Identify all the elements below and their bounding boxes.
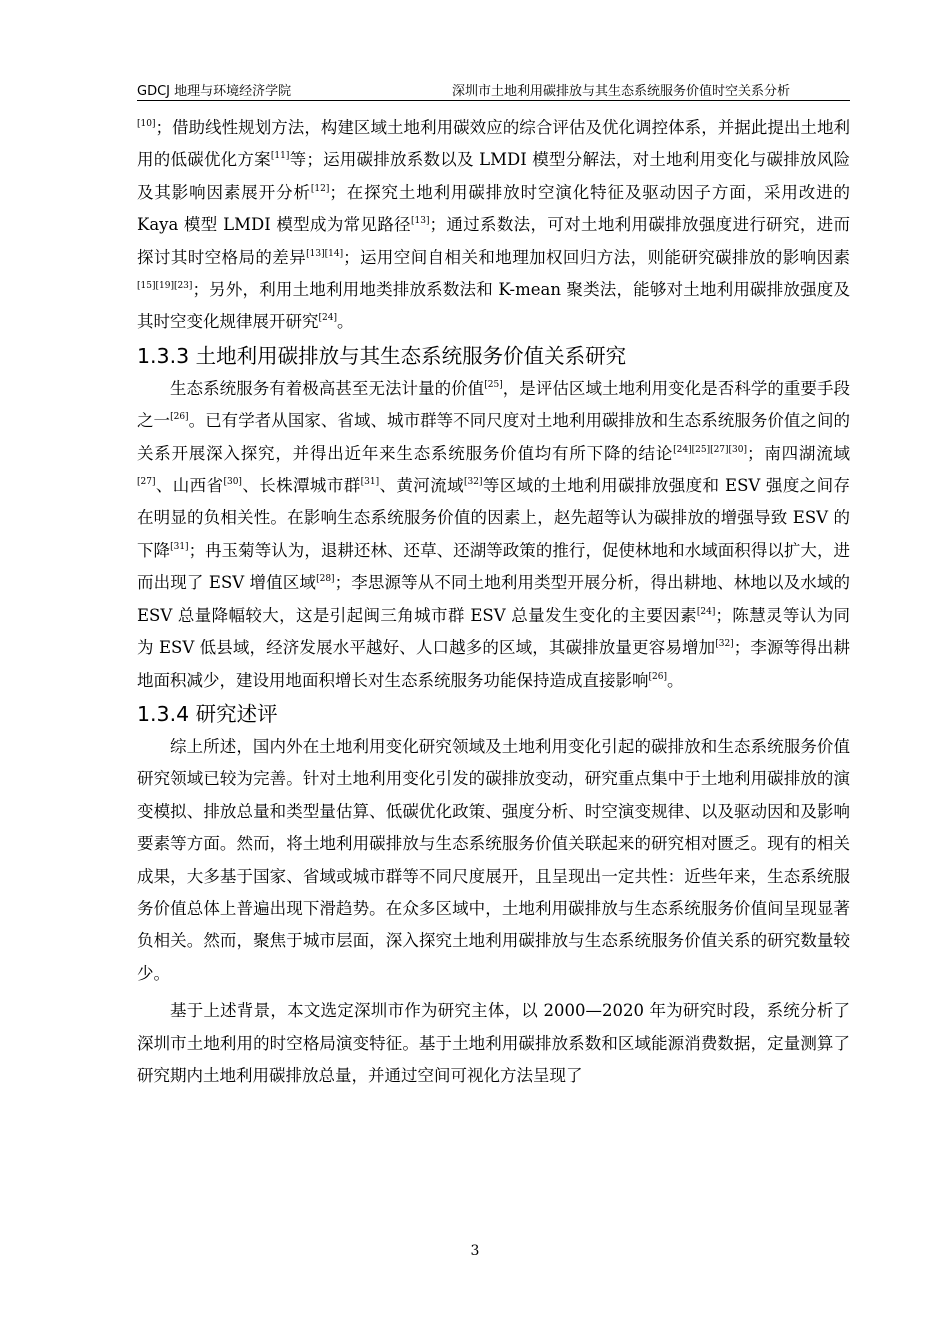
citation: [31]: [170, 541, 189, 552]
text-run: ，是评估区域土地利用变化是否科学的重要手段之一: [137, 378, 851, 431]
citation: [13][14]: [306, 248, 344, 259]
citation: [11]: [270, 151, 290, 162]
page-number: 3: [470, 1243, 480, 1259]
text-run: ；陈慧灵等认为同为 ESV 低县域，经济发展水平越好、人口越多的区域，其碳排放量更容易增加: [137, 605, 850, 658]
text-run: 。已有学者从国家、省域、城市群等不同尺度对土地利用碳排放和生态系统服务价值之间的关系开展深入探究，并得出近年来生态系统服务价值均有所下降的结论: [137, 411, 851, 463]
text-run: 等区域的土地利用碳排放强度和 ESV 强度之间存在明显的负相关性。在影响生态系统服务价值的因素上，赵先超等认为碳排放的增强导致 ESV 的下降: [137, 476, 851, 560]
text-run: 、黄河流域: [379, 476, 464, 496]
citation: [25]: [484, 379, 503, 390]
text-run: 。: [666, 670, 684, 690]
text-run: 生态系统服务有着极高甚至无法计量的价值: [170, 378, 485, 398]
citation: [26]: [648, 671, 667, 682]
section-heading-1-3-4: 1.3.4 研究述评: [137, 701, 278, 726]
citation: [15][19][23]: [137, 281, 193, 292]
citation: [30]: [223, 477, 242, 488]
citation: [24][25][27][30]: [673, 444, 748, 455]
paragraph-4: 基于上述背景，本文选定深圳市作为研究主体，以 2000—2020 年为研究时段，系统分析了深圳市土地利用的时空格局演变特征。基于土地利用碳排放系数和区域能源消费数据，定量测算了研究期内土地利用碳排放总量，并通过空间可视化方法呈现了: [137, 1001, 850, 1085]
citation: [13]: [411, 216, 430, 227]
text-run: ；通过系数法，可对土地利用碳排放强度进行研究，进而探讨其时空格局的差异: [137, 215, 851, 267]
citation: [10]: [137, 119, 156, 129]
text-run: ；另外，利用土地利用地类排放系数法和 K-mean 聚类法，能够对土地利用碳排放强度及其时空变化规律展开研究: [137, 280, 850, 332]
text-run: 、山西省: [155, 476, 224, 496]
text-run: ；李源等得出耕地面积减少，建设用地面积增长对生态系统服务功能保持造成直接影响: [137, 638, 850, 690]
text-run: ；借助线性规划方法，构建区域土地利用碳效应的综合评估及优化调控体系，并据此提出土地利用的低碳优化方案: [137, 118, 850, 170]
header-school: GDCJ 地理与环境经济学院: [137, 84, 292, 99]
paragraph-1: [137, 112, 850, 339]
paragraph-3: 综上所述，国内外在土地利用变化研究领域及土地利用变化引起的碳排放和生态系统服务价值研究领域已较为完善。针对土地利用变化引发的碳排放变动，研究重点集中于土地利用碳排放的演变模拟、排放总量和类型量估算、低碳优化政策、强度分析、时空演变规律、以及驱动因和及影响要素等方面。然而，将土地利用碳排放与生态系统服务价值关联起来的研究相对匮乏。现有的相关成果，大多基于国家、省域或城市群等不同尺度展开，且呈现出一定共性：近些年来，生态系统服务价值总体上普遍出现下滑趋势。在众多区域中，土地利用碳排放与生态系统服务价值间呈现显著负相关。然而，聚焦于城市层面，深入探究土地利用碳排放与生态系统服务价值关系的研究数量较少。: [137, 736, 850, 983]
running-header: [137, 78, 850, 101]
citation: [12]: [310, 183, 330, 194]
text-run: ；在探究土地利用碳排放时空演化特征及驱动因子方面，采用改进的 Kaya 模型 LMDI 模型成为常见路径: [137, 182, 851, 235]
paragraph-2: [137, 373, 850, 697]
text-run: ；李思源等从不同土地利用类型开展分析，得出耕地、林地以及水域的 ESV 总量降幅较大，这是引起闽三角城市群 ESV 总量发生变化的主要因素: [137, 573, 851, 625]
citation: [26]: [170, 412, 189, 423]
citation: [24]: [696, 606, 716, 617]
section-heading-1-3-3: 1.3.3 土地利用碳排放与其生态系统服务价值关系研究: [137, 343, 627, 368]
text-run: ；南四湖流域: [747, 443, 851, 463]
text-run: 。: [336, 312, 354, 332]
citation: [24]: [318, 313, 337, 324]
header-title: 深圳市土地利用碳排放与其生态系统服务价值时空关系分析: [451, 84, 790, 99]
citation: [28]: [316, 574, 335, 585]
citation: [32]: [463, 477, 483, 488]
text-run: ；运用空间自相关和地理加权回归方法，则能研究碳排放的影响因素: [343, 247, 851, 267]
citation: [32]: [715, 639, 734, 650]
text-run: 、长株潭城市群: [241, 476, 361, 496]
text-run: ；冉玉菊等认为，退耕还林、还草、还湖等政策的推行，促使林地和水域面积得以扩大，进而出现了 ESV 增值区域: [137, 540, 851, 593]
page-body: [137, 112, 850, 1092]
citation: [27]: [137, 477, 156, 488]
citation: [31]: [360, 477, 380, 488]
text-run: 等；运用碳排放系数以及 LMDI 模型分解法，对土地利用变化与碳排放风险及其影响因素展开分析: [137, 150, 851, 202]
